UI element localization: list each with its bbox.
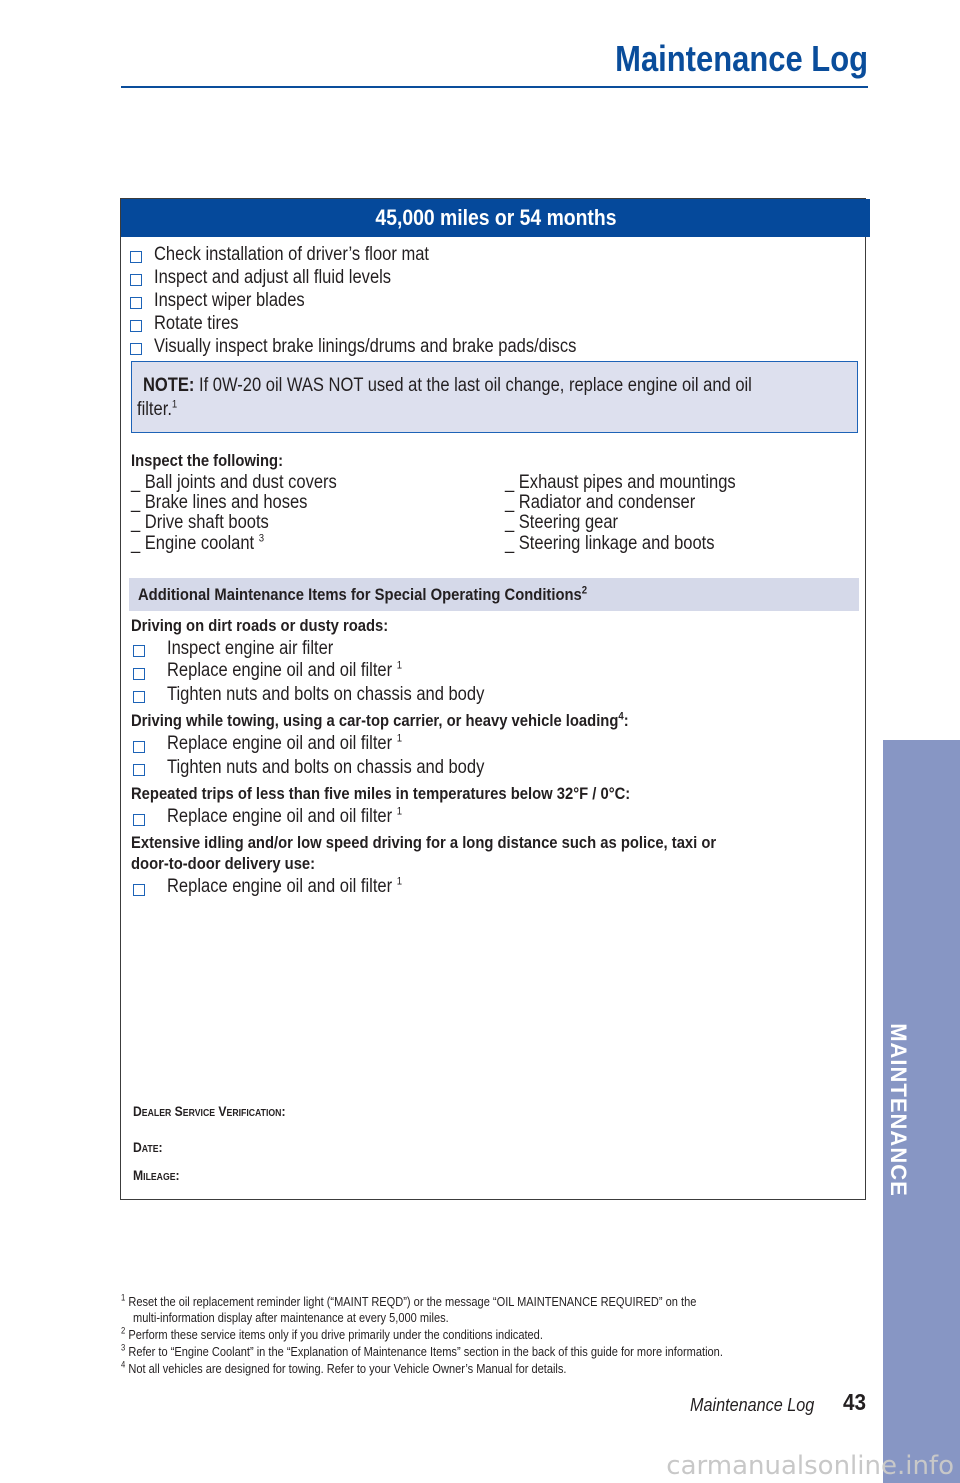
checkbox[interactable] (133, 691, 145, 703)
inspect-item: _ Steering gear (505, 512, 619, 533)
checkbox[interactable] (130, 251, 142, 263)
card-heading: 45,000 miles or 54 months (121, 199, 870, 237)
checklist-item: Inspect wiper blades (154, 290, 305, 311)
checkbox[interactable] (130, 297, 142, 309)
page-title: Maintenance Log (615, 38, 868, 79)
towing-heading: Driving while towing, using a car-top carrier, or heavy vehicle loading$^4$: (131, 710, 629, 730)
footnote: $^3$ Refer to “Engine Coolant” in the “Explanation of Maintenance Items” section in the back of this guide for more information. (121, 1342, 723, 1359)
additional-heading-bar (129, 578, 859, 611)
mileage-label: Mileage: (133, 1167, 180, 1183)
checkbox[interactable] (133, 884, 145, 896)
inspect-item: _ Brake lines and hoses (131, 492, 308, 513)
footnote: $^2$ Perform these service items only if you drive primarily under the conditions indicated. (121, 1325, 543, 1342)
checklist-item: Check installation of driver’s floor mat (154, 244, 430, 265)
inspect-item: _ Drive shaft boots (131, 512, 269, 533)
dealer-verification-label: Dealer Service Verification: (133, 1103, 286, 1119)
inspect-item: _ Radiator and condenser (505, 492, 696, 513)
condition-item: Inspect engine air filter (167, 638, 334, 659)
inspect-item: _ Steering linkage and boots (505, 533, 715, 554)
checkbox[interactable] (133, 741, 145, 753)
condition-item: Tighten nuts and bolts on chassis and body (167, 757, 485, 778)
condition-item: Replace engine oil and oil filter $^1$ (167, 875, 403, 897)
footnote-ref: 4 (618, 710, 624, 723)
page-number: 43 (843, 1389, 867, 1415)
checkbox[interactable] (130, 320, 142, 332)
condition-item: Replace engine oil and oil filter $^1$ (167, 732, 403, 754)
condition-item: Tighten nuts and bolts on chassis and body (167, 684, 485, 705)
condition-item: Replace engine oil and oil filter $^1$ (167, 805, 403, 827)
footnote-ref: 1 (396, 659, 403, 672)
note-label: NOTE: (143, 375, 195, 396)
idling-heading-cont: door-to-door delivery use: (131, 854, 316, 873)
additional-heading: Additional Maintenance Items for Special Operating Conditions$^2$ (138, 584, 588, 604)
date-label: Date: (133, 1139, 163, 1155)
dirt-roads-heading: Driving on dirt roads or dusty roads: (131, 616, 389, 635)
footnote-ref: 2 (581, 584, 588, 597)
checkbox[interactable] (133, 645, 145, 657)
checkbox[interactable] (130, 343, 142, 355)
checkbox[interactable] (133, 764, 145, 776)
note-text: If 0W-20 oil WAS NOT used at the last oil change, replace engine oil and oil (199, 375, 752, 396)
checkbox[interactable] (133, 668, 145, 680)
footnote-cont: multi-information display after maintenance at every 5,000 miles. (133, 1310, 449, 1325)
inspect-item: _ Exhaust pipes and mountings (505, 472, 736, 493)
condition-item: Replace engine oil and oil filter $^1$ (167, 659, 403, 681)
inspect-item: _ Engine coolant $^3$ (131, 532, 265, 554)
side-tab-label: MAINTENANCE (886, 1023, 911, 1197)
checklist-item: Rotate tires (154, 313, 239, 334)
footnote-ref: 1 (171, 398, 178, 411)
watermark: carmanualsonline.info (666, 1451, 954, 1481)
footnote-ref: 1 (396, 732, 403, 745)
checklist-item: Inspect and adjust all fluid levels (154, 267, 392, 288)
note-box (131, 361, 858, 433)
inspect-item: _ Ball joints and dust covers (131, 472, 337, 493)
checkbox[interactable] (133, 814, 145, 826)
checklist-item: Visually inspect brake linings/drums and brake pads/discs (154, 336, 577, 357)
title-divider (121, 86, 868, 88)
footer-section-name: Maintenance Log (690, 1395, 815, 1415)
checkbox[interactable] (130, 274, 142, 286)
footnote-ref: 1 (396, 805, 403, 818)
footnote: $^4$ Not all vehicles are designed for towing. Refer to your Vehicle Owner’s Manual for details. (121, 1359, 567, 1376)
idling-heading: Extensive idling and/or low speed driving for a long distance such as police, taxi or (131, 833, 717, 852)
cold-trips-heading: Repeated trips of less than five miles in temperatures below 32°F / 0°C: (131, 784, 631, 803)
footnote: $^1$ Reset the oil replacement reminder light (“MAINT REQD”) or the message “OIL MAINTENANCE REQUIRED” on the (121, 1292, 697, 1309)
footnote-ref: 3 (258, 532, 265, 545)
maintenance-card (120, 198, 866, 1200)
note-text-cont: filter. (137, 399, 172, 420)
inspect-heading: Inspect the following: (131, 451, 284, 470)
footnote-ref: 1 (396, 875, 403, 888)
